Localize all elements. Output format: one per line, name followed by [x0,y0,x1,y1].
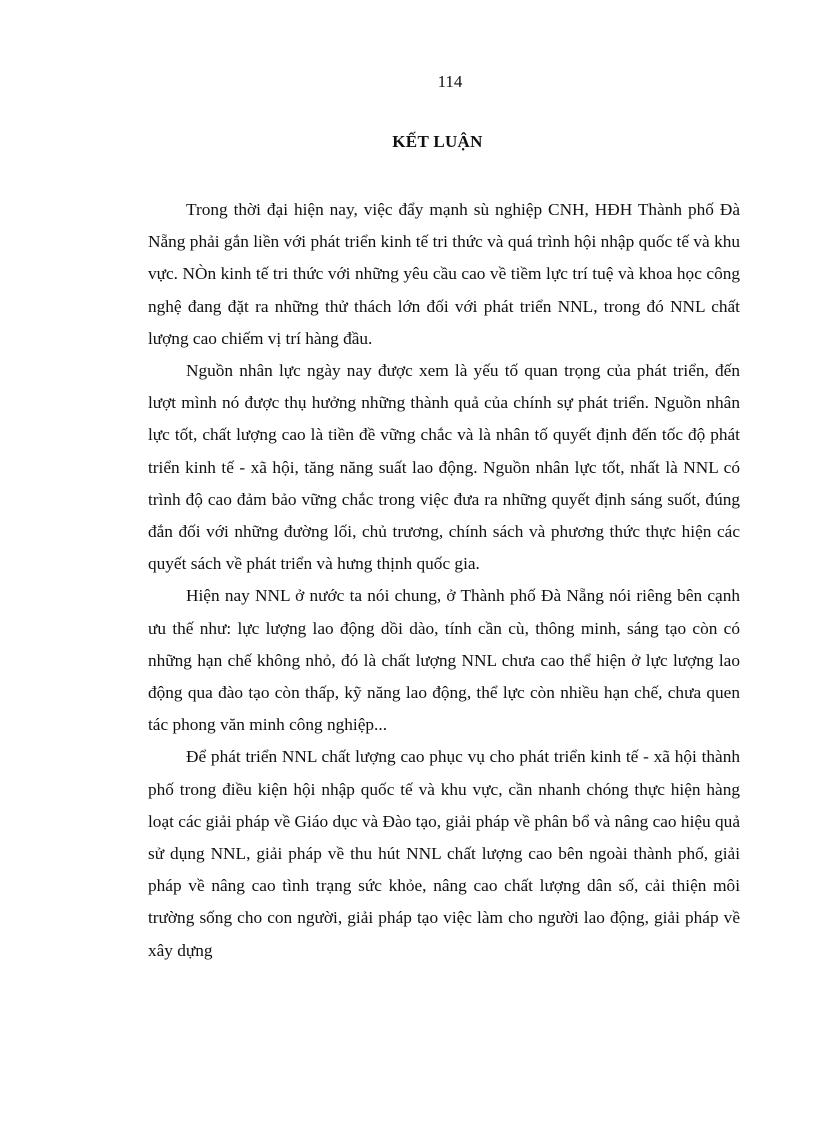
page-number: 114 [437,72,463,91]
page-title: KẾT LUẬN [392,132,483,151]
paragraph: Nguồn nhân lực ngày nay được xem là yếu tố quan trọng của phát triển, đến lượt mình nó được thụ hưởng những thành quả của chính sự phát triển. Nguồn nhân lực tốt, chất lượng cao là tiền đề vững chắc và là nhân tố quyết định đến tốc độ phát triển kinh tế - xã hội, tăng năng suất lao động. Nguồn nhân lực tốt, nhất là NNL có trình độ cao đảm bảo vững chắc trong việc đưa ra những quyết định sáng suốt, đúng đắn đối với những đường lối, chủ trương, chính sách và phương thức thực hiện các quyết sách về phát triển và hưng thịnh quốc gia. [148,361,740,574]
paragraph: Trong thời đại hiện nay, việc đẩy mạnh sù nghiệp CNH, HĐH Thành phố Đà Nẵng phải gắn liền với phát triển kinh tế tri thức và quá trình hội nhập quốc tế và khu vực. NÒn kinh tế tri thức với những yêu cầu cao về tiềm lực trí tuệ và khoa học công nghệ đang đặt ra những thử thách lớn đối với phát triển NNL, trong đó NNL chất lượng cao chiếm vị trí hàng đầu. [148,200,740,348]
paragraph: Để phát triển NNL chất lượng cao phục vụ cho phát triển kinh tế - xã hội thành phố trong điều kiện hội nhập quốc tế và khu vực, cần nhanh chóng thực hiện hàng loạt các giải pháp về Giáo dục và Đào tạo, giải pháp về phân bổ và nâng cao hiệu quả sử dụng NNL, giải pháp về thu hút NNL chất lượng cao bên ngoài thành phố, giải pháp về nâng cao tình trạng sức khỏe, nâng cao chất lượng dân số, cải thiện môi trường sống cho con người, giải pháp tạo việc làm cho người lao động, giải pháp về xây dựng [148,747,740,960]
body-text [148,194,740,967]
paragraph: Hiện nay NNL ở nước ta nói chung, ở Thành phố Đà Nẵng nói riêng bên cạnh ưu thế như: lực lượng lao động dồi dào, tính cần cù, thông minh, sáng tạo còn có những hạn chế không nhỏ, đó là chất lượng NNL chưa cao thể hiện ở lực lượng lao động qua đào tạo còn thấp, kỹ năng lao động, thể lực còn nhiều hạn chế, chưa quen tác phong văn minh công nghiệp... [148,586,740,735]
